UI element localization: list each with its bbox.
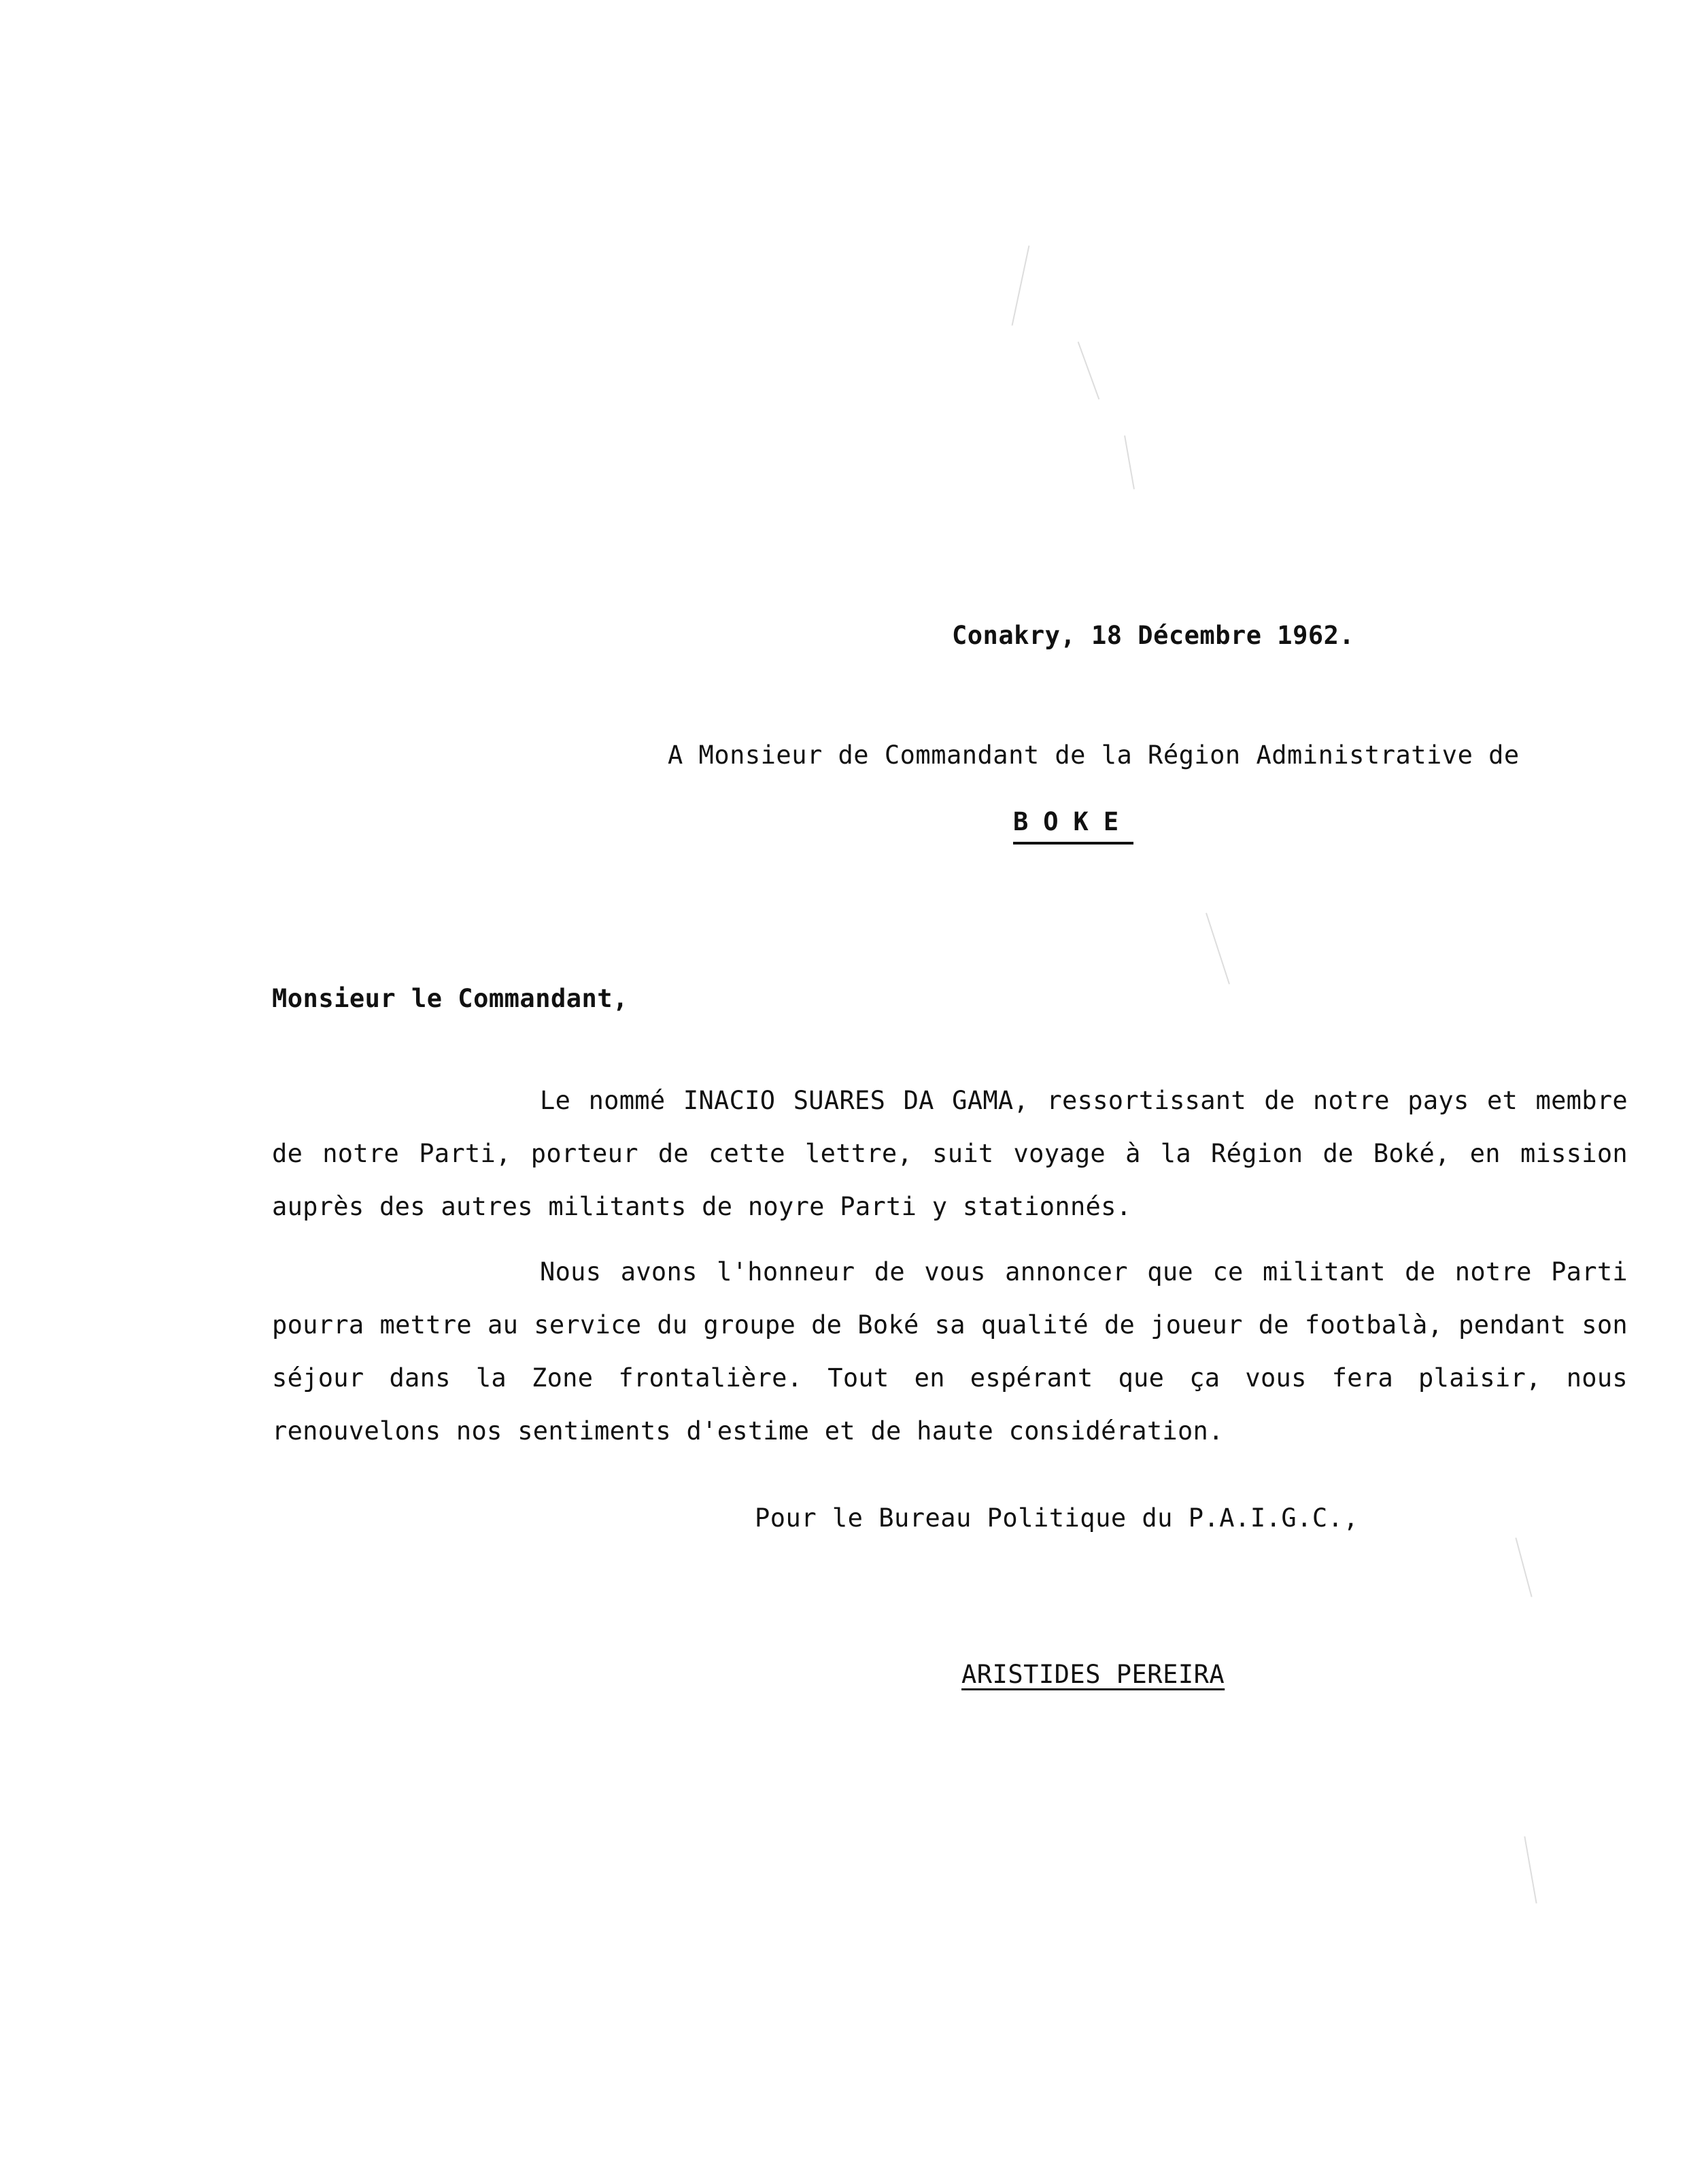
- letter-addressee: A Monsieur de Commandant de la Région Administrative de: [668, 740, 1520, 770]
- scan-mark: [1124, 435, 1135, 489]
- scan-mark: [1524, 1837, 1537, 1904]
- letter-closing: Pour le Bureau Politique du P.A.I.G.C.,: [755, 1503, 1359, 1533]
- letter-signature: ARISTIDES PEREIRA: [961, 1660, 1225, 1689]
- scan-mark: [1206, 913, 1230, 984]
- scan-mark: [1012, 245, 1030, 326]
- scan-mark: [1078, 341, 1100, 399]
- scan-mark: [1515, 1537, 1532, 1597]
- letter-paragraph: Le nommé INACIO SUARES DA GAMA, ressortissant de notre pays et membre de notre Parti, porteur de cette lettre, suit voyage à la Région de Boké, en mission auprès des autres militants de noyre Parti y stationnés.: [272, 1086, 1628, 1221]
- letter-salutation: Monsieur le Commandant,: [272, 984, 628, 1013]
- letter-paragraph: Nous avons l'honneur de vous annoncer que ce militant de notre Parti pourra mettre au service du groupe de Boké sa qualité de joueur de footbalà, pendant son séjour dans la Zone frontalière. Tout en espérant que ça vous fera plaisir, nous renouvelons nos sentiments d'estime et de haute considération.: [272, 1257, 1628, 1446]
- letter-date: Conakry, 18 Décembre 1962.: [952, 621, 1355, 650]
- letter-place: BOKE: [1013, 806, 1133, 845]
